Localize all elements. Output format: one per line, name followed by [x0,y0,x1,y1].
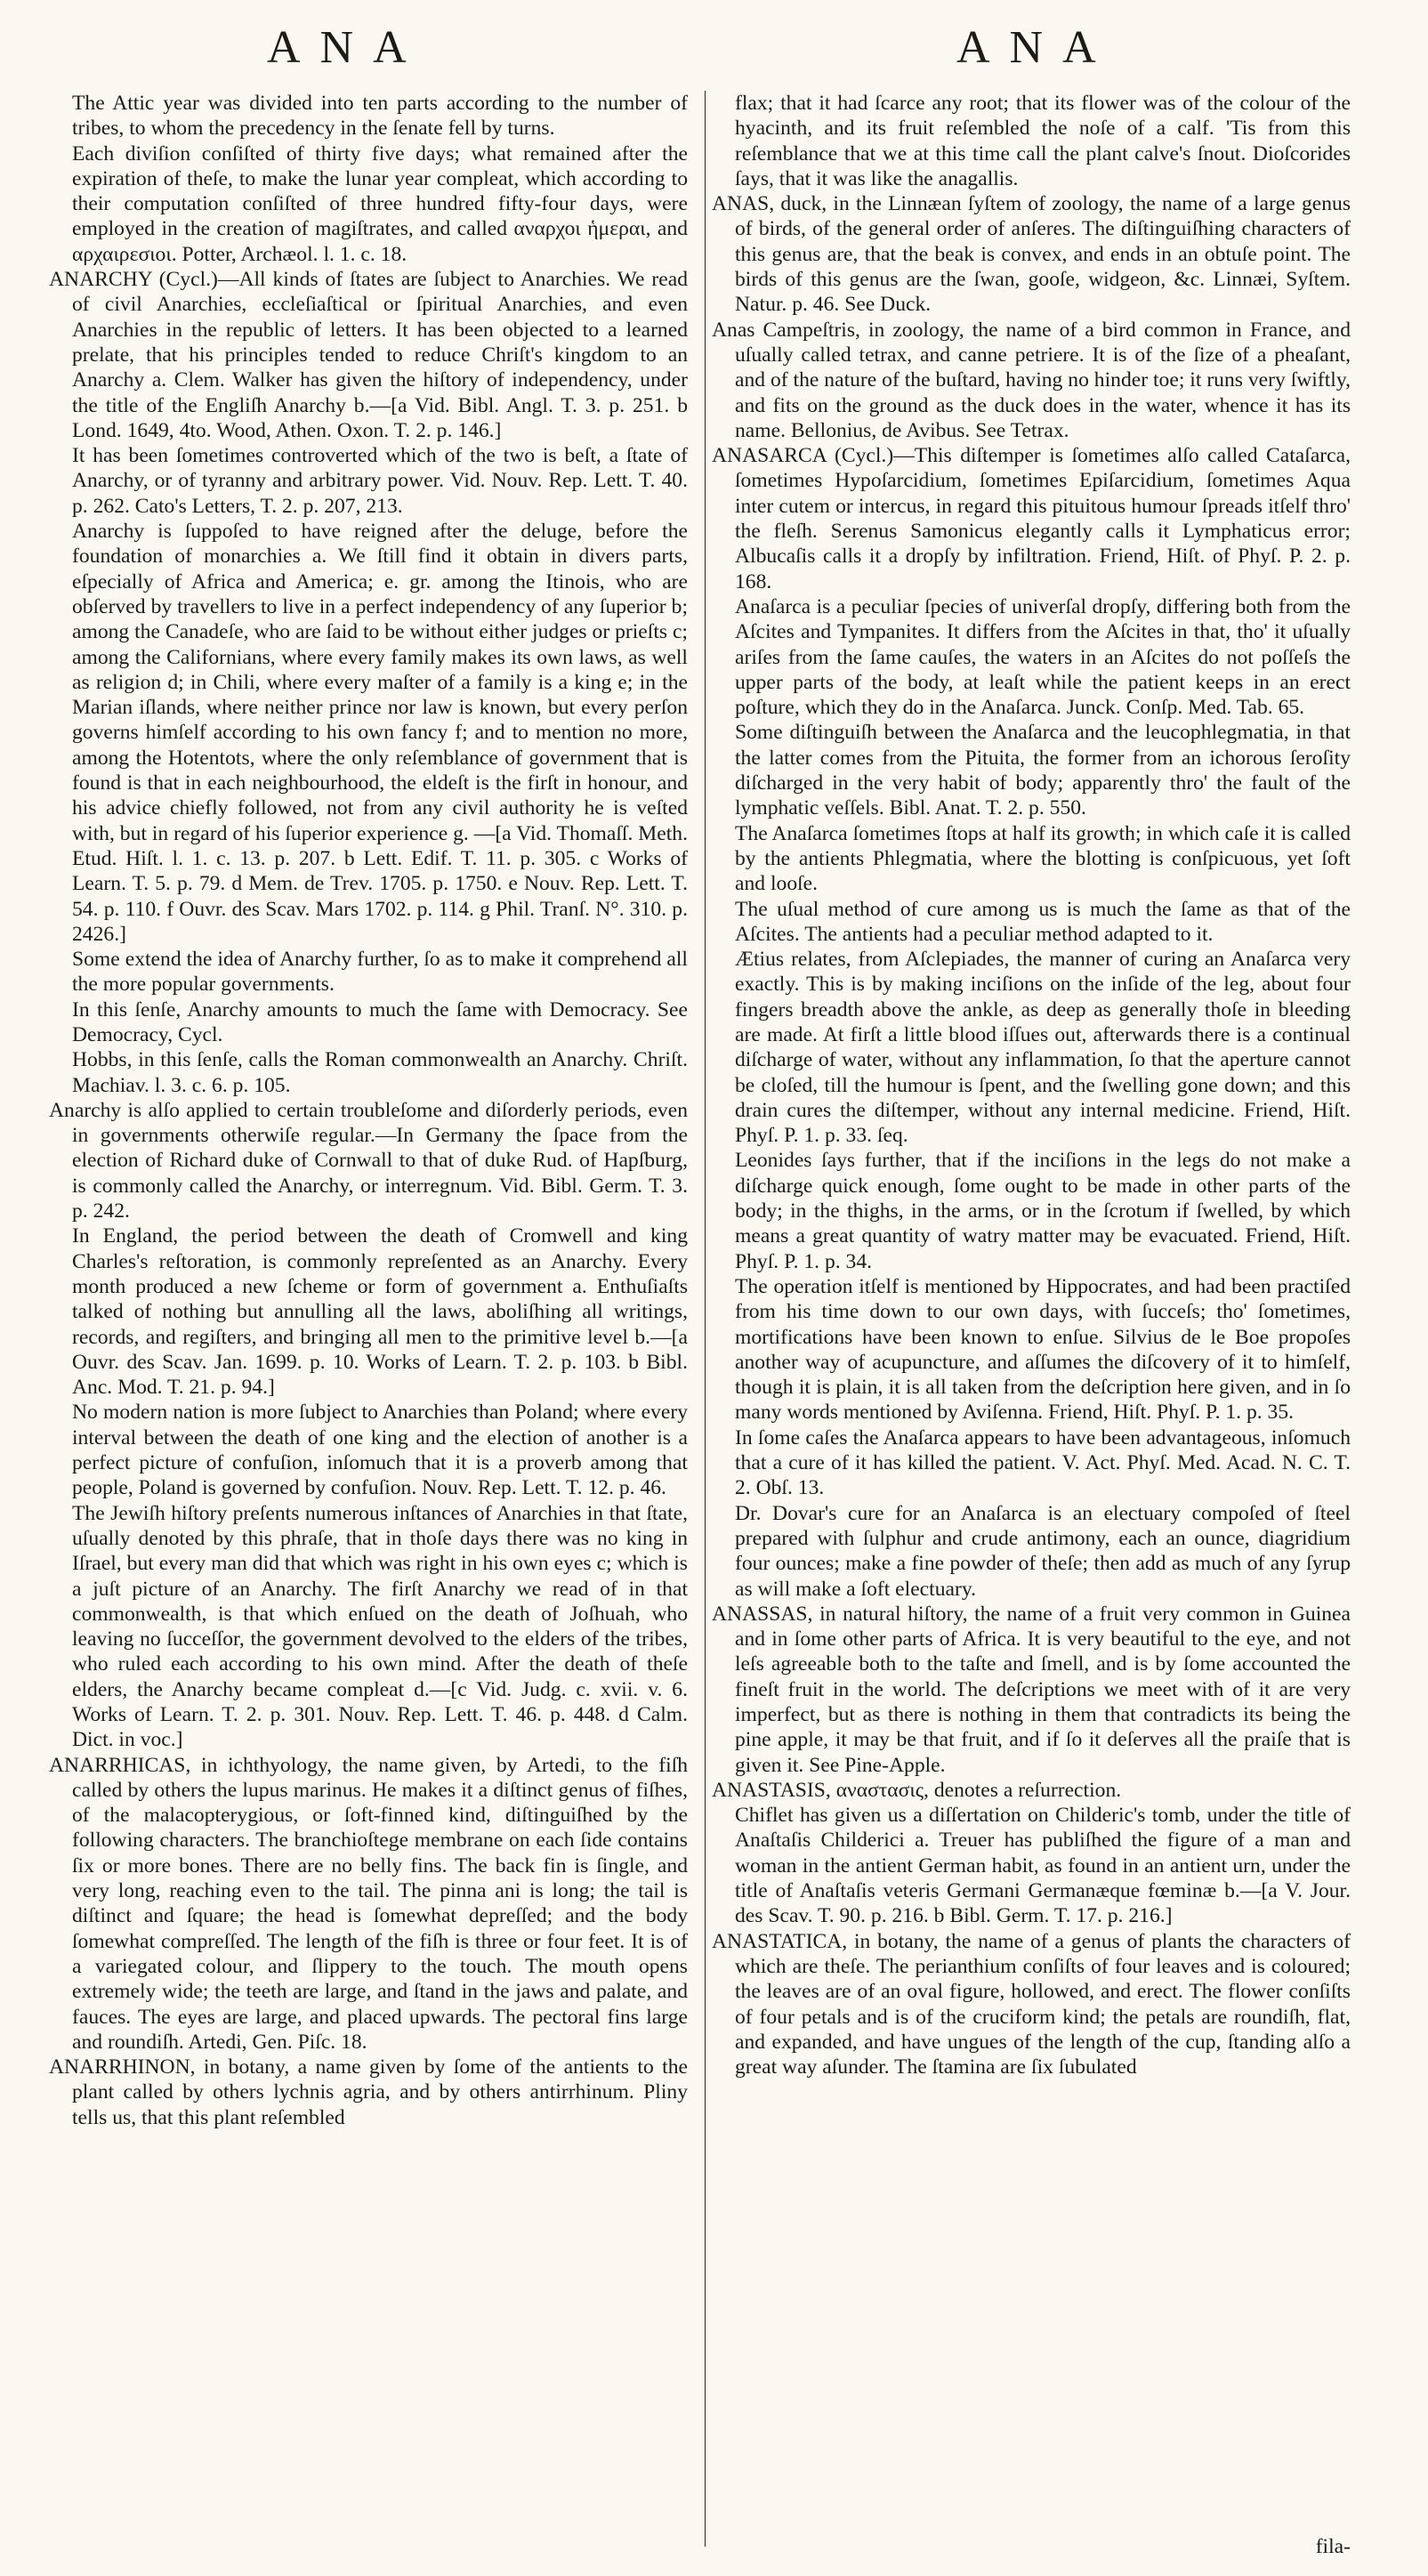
paragraph: Leonides ſays further, that if the inciſions in the legs do not make a diſcharge quick enough, ſome ought to be made in other parts of the body; in the thighs, in the arms, or in the ſcrotum if ſwelled, by which means a great quantity of watry matter may be evacuated. Friend, Hiſt. Phyſ. P. 1. p. 34. [735,1149,1351,1273]
paragraph: Anas Campeſtris, in zoology, the name of a bird common in France, and uſually called tetrax, and canne petriere. It is of the ſize of a pheaſant, and of the nature of the buſtard, having no hinder toe; it runs very ſwiftly, and fits on the ground as the duck does in the water, whence it has its name. Bellonius, de Avibus. See Tetrax. [712,318,1351,442]
paragraph: Some extend the idea of Anarchy further, ſo as to make it comprehend all the more popular governments. [72,948,688,997]
paragraph: Chiflet has given us a diſſertation on Childeric's tomb, under the title of Anaſtaſis Childerici a. Treuer has publiſhed the figure of a man and woman in the antient German habit, as found in an antient urn, under the title of Anaſtaſis veteris Germani Germanæque fœminæ b.—[a V. Jour. des Scav. T. 90. p. 216. b Bibl. Germ. T. 17. p. 216.] [735,1804,1351,1928]
catchword: fila- [1315,2535,1351,2558]
paragraph: The Jewiſh hiſtory preſents numerous inſtances of Anarchies in that ſtate, uſually denoted by this phraſe, that in thoſe days there was no king in Iſrael, but every man did that which was right in his own eyes c; which is a juſt picture of an Anarchy. The firſt Anarchy we read of in that commonwealth, is that which enſued on the death of Joſhuah, who leaving no ſucceſſor, the government devolved to the elders of the tribes, who ruled each according to his own mind. After the death of theſe elders, the Anarchy became compleat d.—[c Vid. Judg. c. xvii. v. 6. Works of Learn. T. 2. p. 301. Nouv. Rep. Lett. T. 46. p. 448. d Calm. Dict. in voc.] [72,1501,688,1752]
paragraph: Anaſarca is a peculiar ſpecies of univerſal dropſy, differing both from the Aſcites and Tympanites. It differs from the Aſcites in that, tho' it uſually ariſes from the ſame cauſes, the waters in an Aſcites do not poſſeſs the upper parts of the body, at leaſt while the patient keeps in an erect poſture, which they do in the Anaſarca. Junck. Conſp. Med. Tab. 65. [735,594,1351,720]
paragraph: Anarchy is alſo applied to certain troubleſome and diſorderly periods, even in governments otherwiſe regular.—In Germany the ſpace from the election of Richard duke of Cornwall to that of duke Rud. of Hapſburg, is commonly called the Anarchy, or interregnum. Vid. Bibl. Germ. T. 3. p. 242. [49,1098,688,1223]
paragraph: ANARCHY (Cycl.)—All kinds of ſtates are ſubject to Anarchies. We read of civil Anarchies, eccleſiaſtical or ſpiritual Anarchies, and even Anarchies in the republic of letters. It has been objected to a learned prelate, that his principles tended to reduce Chriſt's kingdom to an Anarchy a. Clem. Walker has given the hiſtory of independency, under the title of the Engliſh Anarchy b.—[a Vid. Bibl. Angl. T. 3. p. 251. b Lond. 1649, 4to. Wood, Athen. Oxon. T. 2. p. 146.] [49,268,688,442]
paragraph: ANAS, duck, in the Linnæan ſyſtem of zoology, the name of a large genus of birds, of the general order of anſeres. The diſtinguiſhing characters of this genus are, that the beak is convex, and ends in an obtuſe point. The birds of this genus are the ſwan, gooſe, widgeon, &c. Linnæi, Syſtem. Natur. p. 46. See Duck. [712,192,1351,317]
paragraph: Ætius relates, from Aſclepiades, the manner of curing an Anaſarca very exactly. This is by making inciſions on the inſide of the leg, about four fingers breadth above the ankle, as deep as generally thoſe in bleeding are made. At firſt a little blood iſſues out, afterwards there is a continual diſcharge of water, without any inflammation, ſo that the aperture cannot be cloſed, till the humour is ſpent, and the ſwelling gone down; and this drain cures the diſtemper, without any internal medicine. Friend, Hiſt. Phyſ. P. 1. p. 33. ſeq. [735,948,1351,1148]
column-divider [705,91,706,2547]
right-column [712,91,1351,2079]
paragraph: The uſual method of cure among us is much the ſame as that of the Aſcites. The antients had a peculiar method adapted to it. [735,897,1351,946]
paragraph: In England, the period between the death of Cromwell and king Charles's reſtoration, is commonly repreſented as an Anarchy. Every month produced a new ſcheme or form of government a. Enthuſiaſts talked of nothing but annulling all the laws, aboliſhing all writings, records, and regiſters, and bringing all men to the primitive level b.—[a Ouvr. des Scav. Jan. 1699. p. 10. Works of Learn. T. 2. p. 103. b Bibl. Anc. Mod. T. 21. p. 94.] [72,1224,688,1400]
left-column [49,91,688,2130]
paragraph: In this ſenſe, Anarchy amounts to much the ſame with Democracy. See Democracy, Cycl. [72,997,688,1046]
paragraph: Hobbs, in this ſenſe, calls the Roman commonwealth an Anarchy. Chriſt. Machiav. l. 3. c. 6. p. 105. [72,1048,688,1097]
paragraph: ANASSAS, in natural hiſtory, the name of a fruit very common in Guinea and in ſome other parts of Africa. It is very beautiful to the eye, and not leſs agreeable both to the taſte and ſmell, and is by ſome accounted the fineſt fruit in the world. The deſcriptions we meet with of it are very imperfect, but as there is nothing in them that contradicts its being the pine apple, it may be that fruit, and if ſo it deſerves all the praiſe that is given it. See Pine-Apple. [712,1602,1351,1777]
paragraph: The operation itſelf is mentioned by Hippocrates, and had been practiſed from his time down to our own days, with ſucceſs; tho' ſometimes, mortifications have been known to enſue. Silvius de le Boe propoſes another way of acupuncture, and aſſumes the diſcovery of it to himſelf, though it is plain, it is all taken from the deſcription here given, and in ſo many words mentioned by Aviſenna. Friend, Hiſt. Phyſ. P. 1. p. 35. [735,1274,1351,1425]
paragraph: It has been ſometimes controverted which of the two is beſt, a ſtate of Anarchy, or of tyranny and arbitrary power. Vid. Nouv. Rep. Lett. T. 40. p. 262. Cato's Letters, T. 2. p. 207, 213. [72,444,688,518]
paragraph: flax; that it had ſcarce any root; that its flower was of the colour of the hyacinth, and its fruit reſembled the noſe of a calf. 'Tis from this reſemblance that we at this time call the plant calve's ſnout. Dioſcorides ſays, that it was like the anagallis. [735,92,1351,190]
paragraph: The Anaſarca ſometimes ſtops at half its growth; in which caſe it is called by the antients Phlegmatia, where the blotting is conſpicuous, yet ſoft and looſe. [735,821,1351,896]
paragraph: Dr. Dovar's cure for an Anaſarca is an electuary compoſed of ſteel prepared with ſulphur and crude antimony, each an ounce, diagridium four ounces; make a fine powder of theſe; then add as much of any ſyrup as will make a ſoft electuary. [735,1501,1351,1601]
paragraph: ANASARCA (Cycl.)—This diſtemper is ſometimes alſo called Cataſarca, ſometimes Hypoſarcidium, ſometimes Epiſarcidium, ſometimes Aqua inter cutem or intercus, in regard this pituitous humour ſpreads itſelf thro' the fleſh. Serenus Samonicus elegantly calls it Lymphaticus error; Albucaſis calls it a dropſy by infiltration. Friend, Hiſt. of Phyſ. P. 2. p. 168. [712,444,1351,594]
paragraph: Each diviſion conſiſted of thirty five days; what remained after the expiration of theſe, to make the lunar year compleat, which according to their computation conſiſted of three hundred fifty-four days, were employed in the creation of magiſtrates, and called αναρχοι ἡμεραι, and αρχαιρεσιοι. Potter, Archæol. l. 1. c. 18. [72,141,688,266]
catchword-row [712,2534,1351,2559]
paragraph: In ſome caſes the Anaſarca appears to have been advantageous, inſomuch that a cure of it has killed the patient. V. Act. Phyſ. Med. Acad. N. C. T. 2. Obſ. 13. [735,1425,1351,1500]
running-head-left: ANA [267,22,426,73]
paragraph: Some diſtinguiſh between the Anaſarca and the leucophlegmatia, in that the latter comes from the Pituita, the former from an ichorous ſeroſity diſcharged in the very habit of body; apparently thro' the fault of the lymphatic veſſels. Bibl. Anat. T. 2. p. 550. [735,721,1351,820]
paragraph: Anarchy is ſuppoſed to have reigned after the deluge, before the foundation of monarchies a. We ſtill find it obtain in divers parts, eſpecially of Africa and America; e. gr. among the Itinois, who are obſerved by travellers to live in a perfect independency of any ſuperior b; among the Canadeſe, who are ſaid to be without either judges or prieſts c; among the Californians, where every family makes its own laws, as well as religion d; in Chili, where every maſter of a family is a king e; in the Marian iſlands, where neither prince nor law is known, but every perſon governs himſelf according to his own fancy f; and to mention no more, among the Hotentots, where the only reſemblance of government that is found is that in each neighbourhood, the eldeſt is the firſt in honour, and his advice chiefly followed, not from any civil authority he is veſted with, but in regard of his ſuperior experience g. —[a Vid. Thomaſſ. Meth. Etud. Hiſt. l. 1. c. 13. p. 207. b Lett. Edif. T. 11. p. 305. c Works of Learn. T. 5. p. 79. d Mem. de Trev. 1705. p. 1750. e Nouv. Rep. Lett. T. 54. p. 110. f Ouvr. des Scav. Mars 1702. p. 114. g Phil. Tranſ. N°. 310. p. 2426.] [72,520,688,946]
paragraph: The Attic year was divided into ten parts according to the number of tribes, to whom the precedency in the ſenate fell by turns. [72,92,688,141]
running-head-right: ANA [956,22,1116,73]
paragraph: No modern nation is more ſubject to Anarchies than Poland; where every interval between the death of one king and the election of another is a perfect picture of confuſion, inſomuch that it is a proverb among that people, Poland is governed by confuſion. Nouv. Rep. Lett. T. 12. p. 46. [72,1401,688,1500]
paragraph: ANASTATICA, in botany, the name of a genus of plants the characters of which are theſe. The perianthium conſiſts of four leaves and is coloured; the leaves are of an oval figure, hollowed, and erect. The flower conſiſts of four petals and is of the cruciform kind; the petals are roundiſh, flat, and expanded, and have ungues of the length of the cup, ſtanding alſo a great way aſunder. The ſtamina are ſix ſubulated [712,1929,1351,2079]
paragraph: ANARRHICAS, in ichthyology, the name given, by Artedi, to the fiſh called by others the lupus marinus. He makes it a diſtinct genus of fiſhes, of the malacopterygious, or ſoft-finned kind, diſtinguiſhed by the following characters. The branchioſtege membrane on each ſide contains ſix or more bones. There are no belly fins. The back fin is ſingle, and very long, reaching even to the tail. The pinna ani is long; the tail is diſtinct and ſquare; the head is ſomewhat depreſſed; and the body ſomewhat compreſſed. The length of the fiſh is three or four feet. It is of a variegated colour, and ſlippery to the touch. The mouth opens extremely wide; the teeth are large, and ſtand in the jaws and palate, and fauces. The eyes are large, and placed upwards. The pectoral fins large and roundiſh. Artedi, Gen. Piſc. 18. [49,1753,688,2054]
paragraph: ANARRHINON, in botany, a name given by ſome of the antients to the plant called by others lychnis agria, and by others antirrhinum. Pliny tells us, that this plant reſembled [49,2055,688,2129]
paragraph: ANASTASIS, αναστασις, denotes a reſurrection. [712,1778,1122,1802]
